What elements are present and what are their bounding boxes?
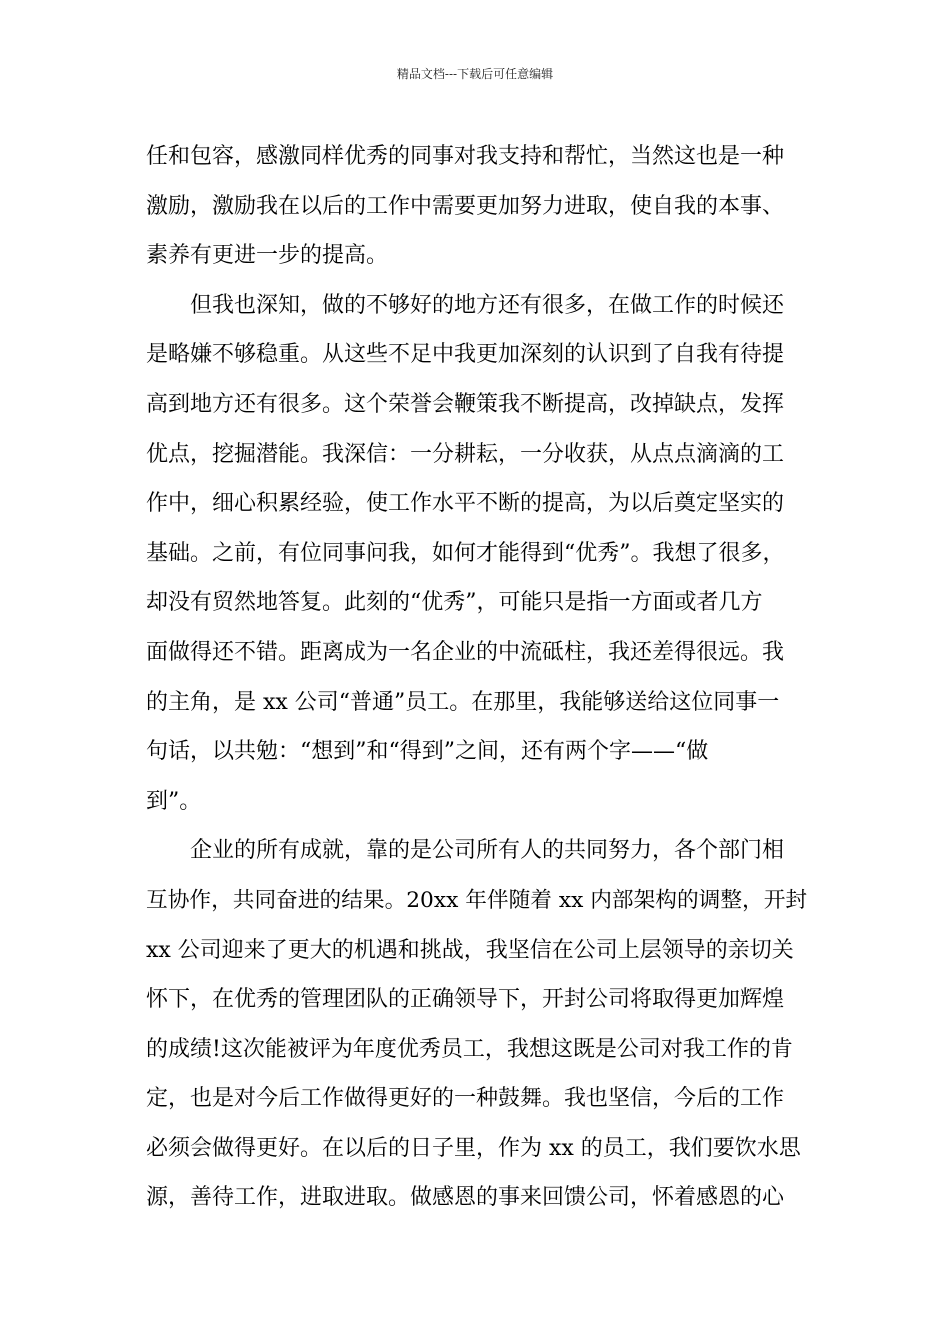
text-line: xx 公司迎来了更大的机遇和挑战，我坚信在公司上层领导的亲切关 (146, 937, 794, 963)
document-body (146, 132, 806, 1223)
text-line: 高到地方还有很多。这个荣誉会鞭策我不断提高，改掉缺点，发挥 (146, 391, 785, 417)
text-line: 优点，挖掘潜能。我深信：一分耕耘，一分收获，从点点滴滴的工 (146, 441, 785, 467)
text-line: 素养有更进一步的提高。 (146, 243, 389, 269)
text-line: 互协作，共同奋进的结果。20xx 年伴随着 xx 内部架构的调整，开封 (146, 887, 808, 913)
text-line: 定，也是对今后工作做得更好的一种鼓舞。我也坚信，今后的工作 (146, 1086, 785, 1112)
text-line: 必须会做得更好。在以后的日子里，作为 xx 的员工，我们要饮水思 (146, 1135, 801, 1161)
text-line: 怀下，在优秀的管理团队的正确领导下，开封公司将取得更加辉煌 (146, 987, 785, 1013)
text-line: 句话，以共勉：“想到”和“得到”之间，还有两个字——“做 (146, 739, 709, 765)
text-line: 面做得还不错。距离成为一名企业的中流砥柱，我还差得很远。我 (146, 639, 785, 665)
text-line: 任和包容，感激同样优秀的同事对我支持和帮忙，当然这也是一种 (146, 144, 785, 169)
text-line: 的成绩!这次能被评为年度优秀员工，我想这既是公司对我工作的肯 (146, 1036, 793, 1062)
text-line: 作中，细心积累经验，使工作水平不断的提高，为以后奠定坚实的 (146, 491, 785, 517)
text-line: 但我也深知，做的不够好的地方还有很多，在做工作的时候还 (146, 292, 785, 318)
text-line: 企业的所有成就，靠的是公司所有人的共同努力，各个部门相 (146, 838, 785, 864)
text-line: 激励，激励我在以后的工作中需要更加努力进取，使自我的本事、 (146, 193, 785, 219)
text-line: 是略嫌不够稳重。从这些不足中我更加深刻的认识到了自我有待提 (146, 342, 785, 368)
text-line: 的主角，是 xx 公司“普通”员工。在那里，我能够送给这位同事一 (146, 689, 780, 715)
text-line: 源，善待工作，进取进取。做感恩的事来回馈公司，怀着感恩的心 (146, 1185, 785, 1211)
text-line: 基础。之前，有位同事问我，如何才能得到“优秀”。我想了很多， (146, 540, 785, 566)
page-header: 精品文档---下载后可任意编辑 (396, 67, 554, 81)
text-line: 到”。 (146, 788, 202, 814)
text-line: 却没有贸然地答复。此刻的“优秀”，可能只是指一方面或者几方 (146, 590, 763, 616)
